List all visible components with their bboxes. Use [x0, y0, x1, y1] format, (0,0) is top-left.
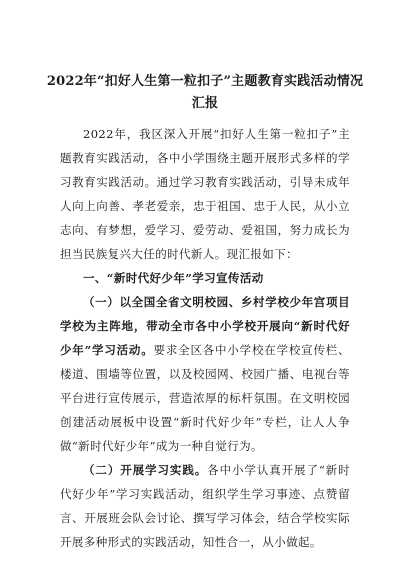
subsection-1-text: 要求全区各中小学校在学校宣传栏、楼道、围墙等位置，以及校园网、校园广播、电视台等平台进行宣传展示，营造浓厚的标杆氛围。在文明校园创建活动展板中设置“新时代好少年”专栏，让人人争做“新时代好少年”成为一种自觉行为。 — [60, 343, 350, 453]
subsection-2-lead: （二）开展学习实践。 — [83, 463, 208, 477]
subsection-2-paragraph — [60, 458, 350, 554]
document-title: 2022年“扣好人生第一粒扣子”主题教育实践活动情况汇报 — [46, 74, 364, 111]
subsection-1-paragraph — [60, 290, 350, 458]
subsection-1-lead: （一）以全国全省文明校园、乡村学校少年宫项目学校为主阵地，带动全市各中小学校开展向“新时代好少年”学习活动。 — [60, 295, 350, 357]
document-body — [60, 122, 350, 554]
intro-paragraph: 2022年，我区深入开展“扣好人生第一粒扣子”主题教育实践活动，各中小学围绕主题开展形式多样的学习教育实践活动。通过学习教育实践活动，引导未成年人向上向善、孝老爱亲，忠于祖国、忠于人民，从小立志向、有梦想，爱学习、爱劳动、爱祖国，努力成长为担当民族复兴大任的时代新人。现汇报如下： — [60, 127, 350, 261]
section-heading-1: 一、“新时代好少年”学习宣传活动 — [83, 271, 264, 285]
subsection-2-text: 各中小学认真开展了“新时代好少年”学习实践活动，组织学生学习事迹、点赞留言、开展班会队会讨论、撰写学习体会，结合学校实际开展多种形式的实践活动，知性合一，从小做起。 — [60, 463, 350, 549]
